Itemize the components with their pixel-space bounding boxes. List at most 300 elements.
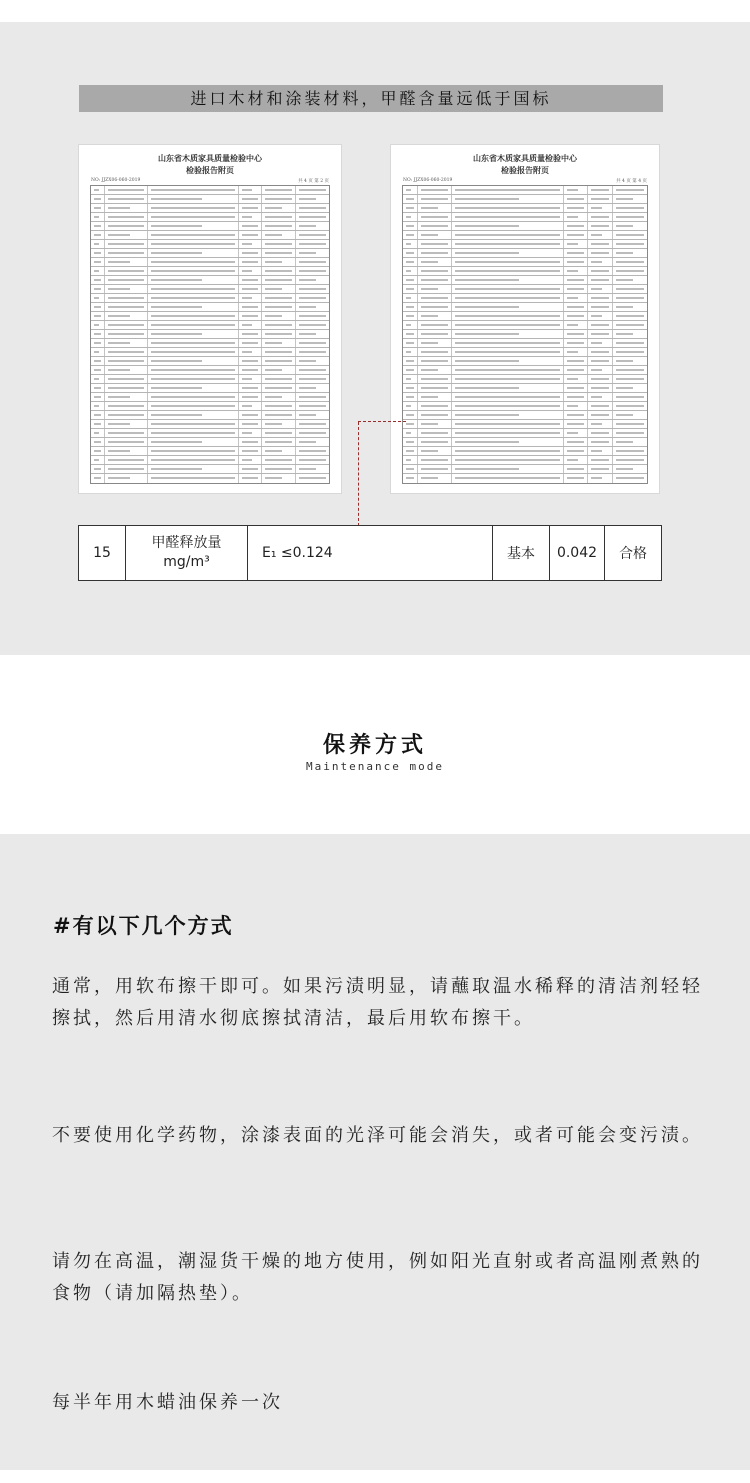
report-table-cell [588, 474, 612, 483]
report-table-row [403, 474, 647, 483]
report-table-cell [91, 357, 105, 365]
report-table-cell [91, 474, 105, 483]
report-table-cell [613, 330, 647, 338]
report-table-cell [262, 321, 295, 329]
report-table-cell [91, 258, 105, 266]
report-table-cell [613, 411, 647, 419]
report-table-cell [588, 411, 612, 419]
report-table-row [403, 357, 647, 366]
report-table-cell [105, 438, 148, 446]
section-subtitle: Maintenance mode [306, 760, 444, 773]
report-table-cell [91, 231, 105, 239]
report-table-cell [418, 447, 452, 455]
report-table-cell [418, 195, 452, 203]
report-table-row [91, 276, 329, 285]
report-table-cell [418, 258, 452, 266]
report-table-row [91, 393, 329, 402]
report-page: 共 4 页 第 4 页 [616, 179, 647, 184]
report-table-cell [105, 222, 148, 230]
report-table-cell [403, 276, 418, 284]
report-table-cell [105, 186, 148, 194]
report-table-cell [452, 348, 564, 356]
maintenance-heading: #有以下几个方式 [53, 914, 234, 938]
result-item-unit: mg/m³ [163, 554, 210, 570]
report-table-cell [262, 375, 295, 383]
report-table-cell [418, 348, 452, 356]
maintenance-paragraph: 请勿在高温，潮湿货干燥的地方使用，例如阳光直射或者高温刚煮熟的食物（请加隔热垫）。 [52, 1251, 703, 1304]
report-table-row [403, 411, 647, 420]
report-table-cell [262, 249, 295, 257]
report-table-cell [91, 276, 105, 284]
report-table-cell [613, 312, 647, 320]
report-table-cell [403, 312, 418, 320]
report-table-row [403, 438, 647, 447]
report-table-cell [105, 348, 148, 356]
report-table-cell [105, 474, 148, 483]
report-table-cell [148, 357, 238, 365]
report-table-cell [296, 429, 329, 437]
report-table-cell [239, 375, 263, 383]
report-table-cell [262, 438, 295, 446]
report-table-cell [588, 213, 612, 221]
report-table-cell [613, 420, 647, 428]
report-table-row [91, 339, 329, 348]
report-table-cell [239, 429, 263, 437]
report-table-cell [452, 294, 564, 302]
report-table-cell [418, 465, 452, 473]
report-table-cell [564, 276, 588, 284]
report-table-cell [403, 384, 418, 392]
report-table-row [403, 231, 647, 240]
report-table-cell [148, 465, 238, 473]
report-table-cell [564, 321, 588, 329]
report-table-row [91, 438, 329, 447]
report-table-cell [613, 402, 647, 410]
report-table-cell [105, 339, 148, 347]
report-table-row [91, 195, 329, 204]
report-table-cell [148, 438, 238, 446]
report-table-cell [452, 321, 564, 329]
report-table-cell [452, 312, 564, 320]
report-table-cell [239, 438, 263, 446]
result-verdict: 合格 [619, 546, 647, 562]
report-table-cell [564, 222, 588, 230]
report-table-row [91, 204, 329, 213]
report-table-cell [239, 249, 263, 257]
report-table-cell [105, 411, 148, 419]
report-table-cell [148, 303, 238, 311]
report-subtitle: 检验报告附页 [501, 165, 549, 175]
report-table-row [91, 429, 329, 438]
report-table-cell [148, 384, 238, 392]
report-table-cell [91, 438, 105, 446]
report-table-row [403, 348, 647, 357]
result-category: 基本 [493, 526, 550, 580]
report-table-cell [613, 249, 647, 257]
report-table-cell [452, 285, 564, 293]
report-table-cell [91, 429, 105, 437]
report-table-cell [262, 474, 295, 483]
report-table-cell [105, 276, 148, 284]
report-table-cell [91, 294, 105, 302]
report-table-cell [91, 375, 105, 383]
report-table-cell [239, 339, 263, 347]
result-item [126, 526, 248, 580]
report-table-cell [613, 222, 647, 230]
report-table-cell [588, 447, 612, 455]
report-table-cell [588, 384, 612, 392]
report-table-row [91, 222, 329, 231]
report-table-cell [452, 465, 564, 473]
report-table-cell [262, 303, 295, 311]
report-table-cell [91, 213, 105, 221]
report-table-cell [613, 357, 647, 365]
report-table-cell [613, 447, 647, 455]
report-table-cell [403, 303, 418, 311]
report-table-cell [262, 231, 295, 239]
report-table-cell [239, 267, 263, 275]
report-table-cell [588, 366, 612, 374]
report-table-cell [239, 231, 263, 239]
report-table-cell [148, 402, 238, 410]
report-table-cell [564, 231, 588, 239]
report-table-cell [262, 393, 295, 401]
report-table-cell [262, 204, 295, 212]
report-table-cell [148, 249, 238, 257]
section-title: 保养方式 [322, 733, 427, 758]
report-table-cell [148, 474, 238, 483]
report-table-cell [403, 411, 418, 419]
test-report-page-right [390, 144, 660, 494]
report-table-cell [452, 231, 564, 239]
report-table-cell [418, 339, 452, 347]
report-table-cell [403, 240, 418, 248]
report-table-cell [148, 294, 238, 302]
report-table-row [91, 186, 329, 195]
report-table-row [91, 303, 329, 312]
report-table-cell [588, 420, 612, 428]
report-table-cell [418, 240, 452, 248]
report-table-cell [148, 348, 238, 356]
report-table-cell [296, 186, 329, 194]
report-table-cell [588, 285, 612, 293]
report-table-cell [148, 312, 238, 320]
report-table-cell [296, 456, 329, 464]
report-table-cell [262, 429, 295, 437]
report-table-cell [296, 438, 329, 446]
report-table-cell [564, 348, 588, 356]
report-table-row [91, 312, 329, 321]
report-table-cell [452, 447, 564, 455]
report-table [402, 185, 648, 484]
report-table-cell [148, 213, 238, 221]
report-table-cell [148, 339, 238, 347]
report-table-cell [564, 312, 588, 320]
maintenance-paragraph: 不要使用化学药物，涂漆表面的光泽可能会消失，或者可能会变污渍。 [52, 1125, 703, 1146]
report-table-cell [403, 393, 418, 401]
report-table-cell [588, 438, 612, 446]
report-table-cell [588, 186, 612, 194]
report-table-cell [148, 456, 238, 464]
report-table-row [403, 276, 647, 285]
report-table-cell [564, 357, 588, 365]
report-table-cell [105, 330, 148, 338]
report-table-cell [613, 231, 647, 239]
report-table-cell [296, 375, 329, 383]
report-table-cell [105, 393, 148, 401]
report-table-cell [418, 330, 452, 338]
report-table-cell [91, 303, 105, 311]
report-table-row [91, 474, 329, 483]
report-table-cell [105, 303, 148, 311]
report-table-row [403, 240, 647, 249]
report-table-cell [418, 474, 452, 483]
report-table-cell [613, 276, 647, 284]
maintenance-paragraph: 每半年用木蜡油保养一次 [52, 1392, 283, 1413]
report-table-cell [613, 267, 647, 275]
report-table-cell [452, 249, 564, 257]
report-table-row [403, 339, 647, 348]
report-table-cell [452, 456, 564, 464]
report-table-cell [105, 456, 148, 464]
report-table-row [403, 213, 647, 222]
report-table-cell [564, 330, 588, 338]
report-table-row [403, 303, 647, 312]
test-report-page-left [78, 144, 342, 494]
report-table-row [91, 267, 329, 276]
report-table-cell [613, 258, 647, 266]
report-table-cell [105, 249, 148, 257]
report-table-cell [148, 375, 238, 383]
report-table-cell [564, 438, 588, 446]
report-table-cell [239, 222, 263, 230]
report-table-cell [613, 321, 647, 329]
report-table-cell [296, 222, 329, 230]
report-table-row [91, 366, 329, 375]
result-index: 15 [79, 526, 126, 580]
report-table-cell [403, 375, 418, 383]
report-table-cell [105, 267, 148, 275]
report-table-row [403, 330, 647, 339]
report-table-row [403, 321, 647, 330]
report-number: NO: JJZX06-060-2019 [403, 178, 453, 183]
report-table-cell [403, 285, 418, 293]
report-table-row [403, 420, 647, 429]
report-table-cell [588, 258, 612, 266]
report-table-cell [296, 294, 329, 302]
report-table-cell [613, 384, 647, 392]
result-limit: E₁ ≤0.124 [248, 526, 493, 580]
report-table-cell [564, 213, 588, 221]
report-table-cell [452, 303, 564, 311]
report-table-cell [148, 411, 238, 419]
formaldehyde-result-row [78, 525, 662, 581]
report-table-row [91, 294, 329, 303]
report-table-cell [262, 348, 295, 356]
report-table-cell [403, 222, 418, 230]
report-table-cell [588, 456, 612, 464]
report-table-cell [105, 375, 148, 383]
report-table-cell [418, 402, 452, 410]
report-table-cell [418, 276, 452, 284]
report-table-cell [105, 420, 148, 428]
report-table-cell [588, 330, 612, 338]
report-table-row [91, 258, 329, 267]
report-table-row [403, 294, 647, 303]
report-table-row [403, 186, 647, 195]
report-table-cell [588, 339, 612, 347]
report-table-cell [262, 456, 295, 464]
report-table-cell [91, 465, 105, 473]
report-table-cell [91, 249, 105, 257]
report-table-cell [564, 294, 588, 302]
report-table-cell [296, 285, 329, 293]
report-table-cell [418, 312, 452, 320]
report-table-cell [91, 447, 105, 455]
report-table-cell [418, 366, 452, 374]
report-table-cell [452, 213, 564, 221]
report-table-cell [296, 357, 329, 365]
report-table-cell [418, 456, 452, 464]
report-table-row [403, 366, 647, 375]
report-table-cell [452, 384, 564, 392]
report-table-cell [588, 321, 612, 329]
report-table-row [91, 285, 329, 294]
report-table-cell [91, 312, 105, 320]
report-table-cell [588, 429, 612, 437]
report-table-cell [588, 222, 612, 230]
report-table-cell [239, 447, 263, 455]
report-table-cell [452, 276, 564, 284]
report-table-cell [91, 240, 105, 248]
report-table-row [91, 375, 329, 384]
report-table-cell [262, 411, 295, 419]
report-table-cell [588, 465, 612, 473]
report-table-cell [105, 429, 148, 437]
report-table-row [403, 285, 647, 294]
report-table-row [91, 231, 329, 240]
report-table-cell [403, 456, 418, 464]
report-title: 山东省木质家具质量检验中心 [473, 153, 577, 163]
report-table-cell [564, 366, 588, 374]
report-table-cell [105, 312, 148, 320]
report-table-cell [403, 474, 418, 483]
report-table-cell [91, 420, 105, 428]
report-table-cell [403, 357, 418, 365]
report-table-cell [403, 339, 418, 347]
report-table-cell [148, 366, 238, 374]
maintenance-paragraph: 通常，用软布擦干即可。如果污渍明显，请蘸取温水稀释的清洁剂轻轻擦拭，然后用清水彻底擦拭清洁，最后用软布擦干。 [52, 976, 703, 1029]
report-table-cell [262, 267, 295, 275]
report-table-cell [148, 330, 238, 338]
report-table-cell [239, 258, 263, 266]
report-table-cell [613, 303, 647, 311]
report-table-cell [105, 213, 148, 221]
report-table-row [91, 420, 329, 429]
report-table-cell [418, 411, 452, 419]
report-table-cell [296, 384, 329, 392]
report-table-row [403, 429, 647, 438]
report-table-row [403, 258, 647, 267]
report-table-cell [452, 339, 564, 347]
report-table-cell [403, 465, 418, 473]
report-table-cell [148, 393, 238, 401]
report-table-row [91, 321, 329, 330]
report-table-cell [296, 321, 329, 329]
report-table-cell [588, 393, 612, 401]
report-table-row [403, 402, 647, 411]
report-table-cell [403, 267, 418, 275]
report-table-cell [403, 186, 418, 194]
report-table-cell [564, 258, 588, 266]
report-table-row [403, 456, 647, 465]
report-table-cell [105, 357, 148, 365]
report-table-cell [262, 420, 295, 428]
report-table-cell [564, 393, 588, 401]
report-table-cell [262, 276, 295, 284]
report-table-cell [588, 375, 612, 383]
report-table-cell [564, 249, 588, 257]
report-table-cell [613, 429, 647, 437]
report-table-cell [239, 240, 263, 248]
report-table-cell [262, 213, 295, 221]
report-table-cell [262, 447, 295, 455]
report-table-cell [418, 222, 452, 230]
report-table-cell [296, 366, 329, 374]
report-table-cell [239, 276, 263, 284]
report-table-cell [588, 276, 612, 284]
report-table-cell [613, 474, 647, 483]
report-table-row [403, 393, 647, 402]
report-table-cell [239, 420, 263, 428]
report-table-row [403, 204, 647, 213]
report-table-cell [588, 312, 612, 320]
report-table-row [91, 411, 329, 420]
report-table-cell [91, 267, 105, 275]
report-table-cell [452, 222, 564, 230]
report-table-cell [296, 447, 329, 455]
report-table-cell [239, 384, 263, 392]
report-table-cell [564, 402, 588, 410]
report-table-cell [239, 402, 263, 410]
report-title: 山东省木质家具质量检验中心 [158, 153, 262, 163]
report-table-cell [452, 393, 564, 401]
report-table-cell [613, 438, 647, 446]
report-table-cell [403, 258, 418, 266]
report-table-cell [262, 222, 295, 230]
report-table-cell [105, 447, 148, 455]
report-table-cell [403, 321, 418, 329]
report-table-cell [105, 285, 148, 293]
report-table-cell [418, 420, 452, 428]
report-table-cell [262, 186, 295, 194]
report-table-cell [613, 204, 647, 212]
report-table-cell [239, 204, 263, 212]
report-table-cell [239, 411, 263, 419]
report-table-cell [239, 366, 263, 374]
report-table-row [403, 312, 647, 321]
report-table-cell [403, 438, 418, 446]
report-table-cell [296, 276, 329, 284]
report-table-cell [588, 204, 612, 212]
report-table-row [403, 195, 647, 204]
report-table-cell [239, 348, 263, 356]
report-table-cell [105, 402, 148, 410]
report-table-cell [296, 330, 329, 338]
report-table-cell [296, 195, 329, 203]
report-table-cell [262, 285, 295, 293]
report-table-cell [452, 186, 564, 194]
